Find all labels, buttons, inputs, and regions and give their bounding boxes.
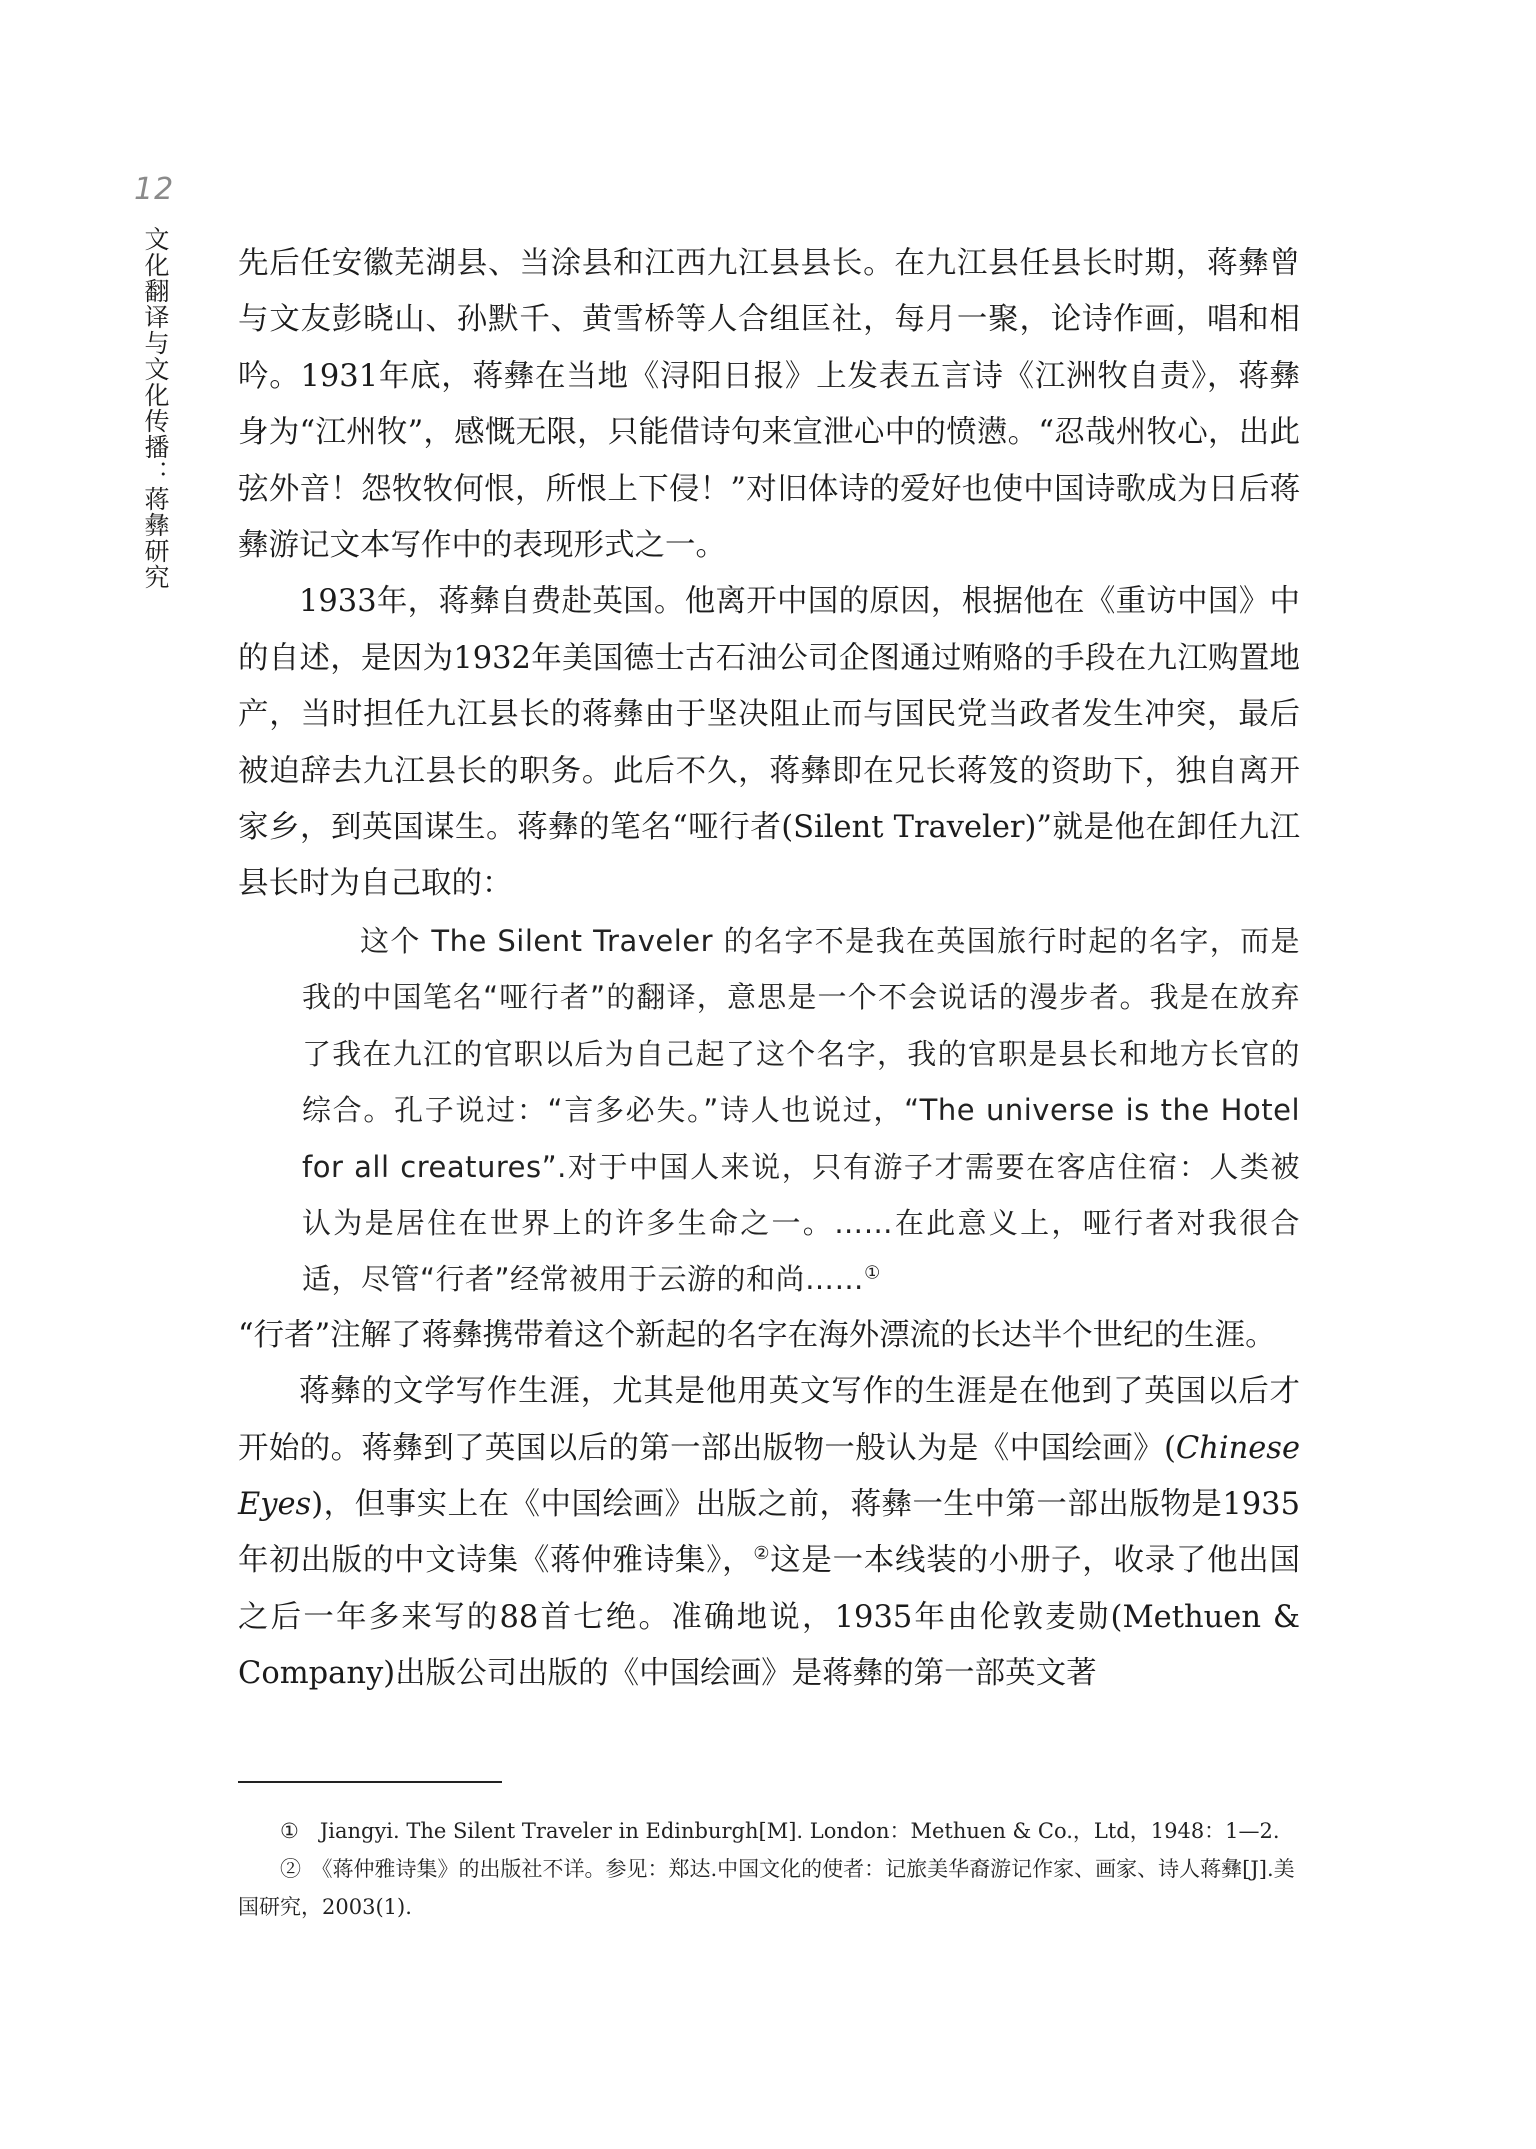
text-run: 这是一本线装的小册子，收录了他出国之后一年多来写的88首七绝。准确地说，1935年由伦敦麦勋(Methuen & Company)出版公司出版的《中国绘画》是蒋彝的第一部英文著: [238, 1543, 1301, 1692]
footnote-ref: ①: [864, 1262, 881, 1284]
text-run: 蒋彝的文学写作生涯，尤其是他用英文写作的生涯是在他到了英国以后才开始的。蒋彝到了英国以后的第一部出版物一般认为是《中国绘画》(: [238, 1374, 1300, 1466]
footnote: ① Jiangyi. The Silent Traveler in Edinburgh[M]. London：Methuen & Co.，Ltd，1948：1—2.: [280, 1819, 1280, 1843]
quote-text: [302, 913, 1300, 1308]
main-text: [238, 236, 1300, 1703]
running-title: 文化翻译与文化传播：蒋彝研究: [141, 226, 170, 590]
page-number: 12: [134, 172, 175, 207]
paragraph: 先后任安徽芜湖县、当涂县和江西九江县县长。在九江县任县长时期，蒋彝曾与文友彭晓山、孙默千、黄雪桥等人合组匡社，每月一聚，论诗作画，唱和相吟。1931年底，蒋彝在当地《浔阳日报》上发表五言诗《江洲牧自责》，蒋彝身为“江州牧”，感慨无限，只能借诗句来宣泄心中的愤懑。“忍哉州牧心，出此弦外音！怨牧牧何恨，所恨上下侵！”对旧体诗的爱好也使中国诗歌成为日后蒋彝游记文本写作中的表现形式之一。: [238, 246, 1300, 564]
footnotes: [238, 1812, 1300, 1926]
footnote-divider: [238, 1781, 502, 1783]
italic-title: Chinese Eyes: [238, 1430, 1300, 1522]
paragraph: “行者”注解了蒋彝携带着这个新起的名字在海外漂流的长达半个世纪的生涯。: [238, 1317, 1276, 1353]
block-quote: [238, 913, 1300, 1308]
quote-body: 这个 The Silent Traveler 的名字不是我在英国旅行时起的名字，而是我的中国笔名“哑行者”的翻译，意思是一个不会说话的漫步者。我是在放弃了我在九江的官职以后为自己起了这个名字，我的官职是县长和地方长官的综合。孔子说过：“言多必失。”诗人也说过，“The universe is the Hotel for all creatures”.对于中国人来说，只有游子才需要在客店住宿：人类被认为是居住在世界上的许多生命之一。……在此意义上，哑行者对我很合适，尽管“行者”经常被用于云游的和尚……: [302, 923, 1300, 1297]
text-run: )，但事实上在《中国绘画》出版之前，蒋彝一生中第一部出版物是1935年初出版的中文诗集《蒋仲雅诗集》，: [238, 1486, 1300, 1579]
paragraph: 1933年，蒋彝自费赴英国。他离开中国的原因，根据他在《重访中国》中的自述，是因为1932年美国德士古石油公司企图通过贿赂的手段在九江购置地产，当时担任九江县长的蒋彝由于坚决阻止而与国民党当政者发生冲突，最后被迫辞去九江县长的职务。此后不久，蒋彝即在兄长蒋笈的资助下，独自离开家乡，到英国谋生。蒋彝的笔名“哑行者(Silent Traveler)”就是他在卸任九江县长时为自己取的：: [238, 584, 1300, 902]
footnote: ② 《蒋仲雅诗集》的出版社不详。参见：郑达.中国文化的使者：记旅美华裔游记作家、画家、诗人蒋彝[J].美国研究，2003(1).: [238, 1857, 1295, 1919]
paragraph: [238, 1364, 1300, 1702]
footnote-ref: ②: [753, 1543, 771, 1565]
